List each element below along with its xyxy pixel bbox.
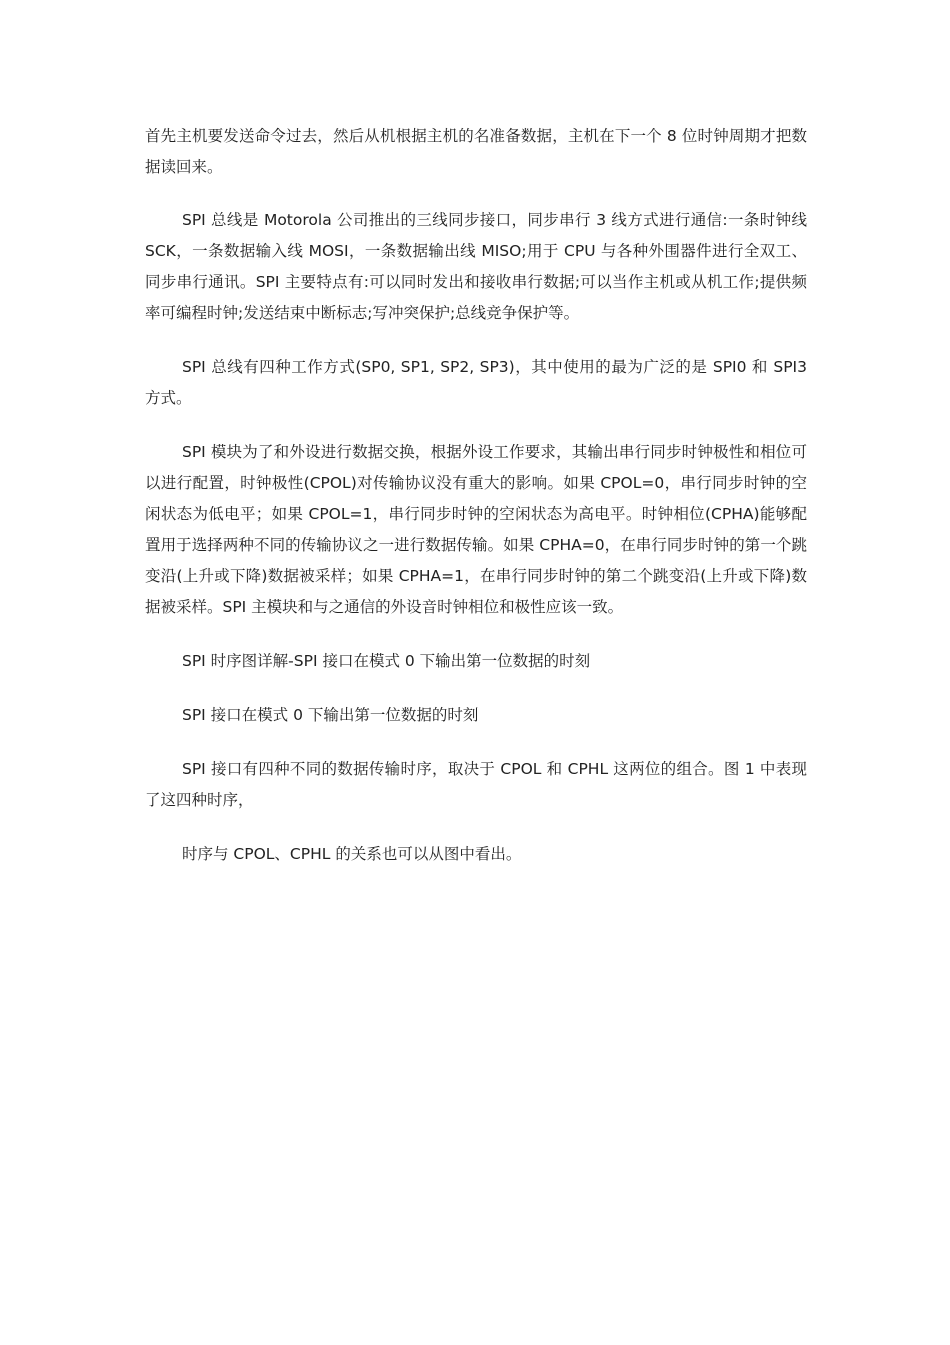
paragraph-spi-modes: SPI 总线有四种工作方式(SP0, SP1, SP2, SP3)，其中使用的最为广泛的是 SPI0 和 SPI3 方式。 xyxy=(145,358,807,407)
document-body xyxy=(145,121,807,893)
paragraph-spi-bus: SPI 总线是 Motorola 公司推出的三线同步接口，同步串行 3 线方式进行通信:一条时钟线 SCK，一条数据输入线 MOSI，一条数据输出线 MISO;用于 CPU 与各种外围器件进行全双工、同步串行通讯。SPI 主要特点有:可以同时发出和接收串行数据;可以当作主机或从机工作;提供频率可编程时钟;发送结束中断标志;写冲突保护;总线竞争保护等。 xyxy=(145,211,807,322)
paragraph-mode0-caption: SPI 接口在模式 0 下输出第一位数据的时刻 xyxy=(182,706,479,724)
paragraph-four-timings: SPI 接口有四种不同的数据传输时序，取决于 CPOL 和 CPHL 这两位的组合。图 1 中表现了这四种时序， xyxy=(145,760,807,809)
paragraph-timing-heading: SPI 时序图详解-SPI 接口在模式 0 下输出第一位数据的时刻 xyxy=(182,652,591,670)
paragraph-intro: 首先主机要发送命令过去，然后从机根据主机的名准备数据，主机在下一个 8 位时钟周期才把数据读回来。 xyxy=(145,127,807,176)
paragraph-timing-relation: 时序与 CPOL、CPHL 的关系也可以从图中看出。 xyxy=(182,845,522,863)
paragraph-cpol-cpha: SPI 模块为了和外设进行数据交换，根据外设工作要求，其输出串行同步时钟极性和相位可以进行配置，时钟极性(CPOL)对传输协议没有重大的影响。如果 CPOL=0，串行同步时钟的空闲状态为低电平；如果 CPOL=1，串行同步时钟的空闲状态为高电平。时钟相位(CPHA)能够配置用于选择两种不同的传输协议之一进行数据传输。如果 CPHA=0，在串行同步时钟的第一个跳变沿(上升或下降)数据被采样；如果 CPHA=1，在串行同步时钟的第二个跳变沿(上升或下降)数据被采样。SPI 主模块和与之通信的外设音时钟相位和极性应该一致。 xyxy=(145,443,807,616)
